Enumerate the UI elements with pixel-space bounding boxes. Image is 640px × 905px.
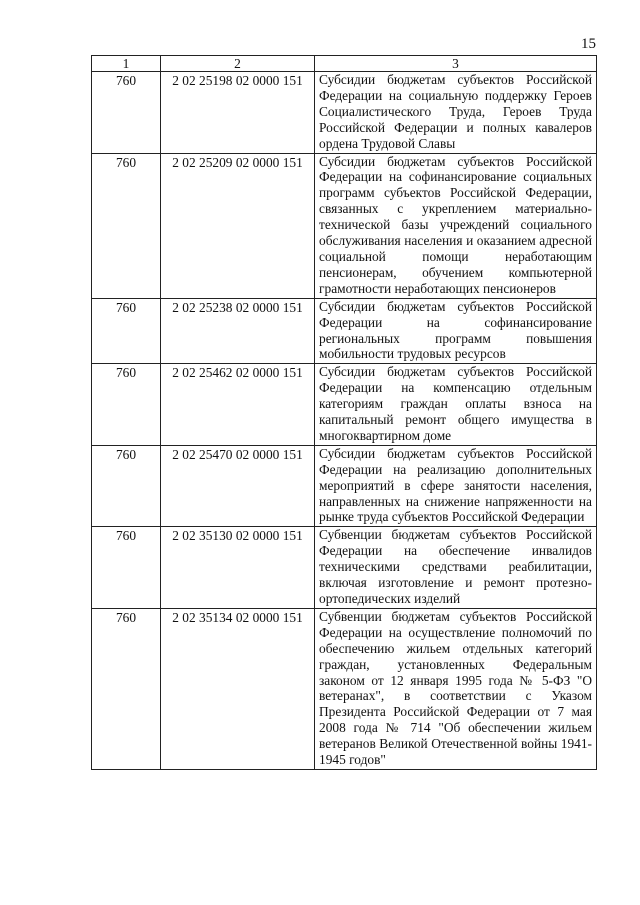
table-header-row [92,56,597,72]
page-number: 15 [581,36,596,52]
budget-code-cell: 2 02 25198 02 0000 151 [161,72,315,154]
table-row [92,298,597,364]
table-row [92,608,597,769]
admin-code-cell: 760 [92,298,161,364]
table-row [92,72,597,154]
revenue-name-cell: Субвенции бюджетам субъектов Российской Федерации на осуществление полномочий по обеспечению жильем отдельных категорий граждан, установленных Федеральным законом от 12 января 1995 года № 5-ФЗ "О ветеранах", в соответствии с Указом Президента Российской Федерации от 7 мая 2008 года № 714 "Об обеспечении жильем ветеранов Великой Отечественной войны 1941-1945 годов" [315,608,597,769]
revenue-name-cell: Субсидии бюджетам субъектов Российской Федерации на социальную поддержку Героев Социалистического Труда, Героев Труда Российской Федерации и полных кавалеров ордена Трудовой Славы [315,72,597,154]
revenue-name-cell: Субсидии бюджетам субъектов Российской Федерации на реализацию дополнительных мероприятий в сфере занятости населения, направленных на снижение напряженности на рынке труда субъектов Российской Федерации [315,445,597,527]
admin-code-cell: 760 [92,153,161,298]
budget-code-cell: 2 02 35130 02 0000 151 [161,527,315,609]
admin-code-cell: 760 [92,72,161,154]
budget-code-cell: 2 02 35134 02 0000 151 [161,608,315,769]
budget-code-cell: 2 02 25238 02 0000 151 [161,298,315,364]
admin-code-cell: 760 [92,364,161,446]
table-row [92,445,597,527]
revenue-name-cell: Субвенции бюджетам субъектов Российской Федерации на обеспечение инвалидов техническими средствами реабилитации, включая изготовление и ремонт протезно-ортопедических изделий [315,527,597,609]
column-header-1: 1 [92,56,161,72]
table-row [92,527,597,609]
revenue-name-cell: Субсидии бюджетам субъектов Российской Федерации на компенсацию отдельным категориям граждан оплаты взноса на капитальный ремонт общего имущества в многоквартирном доме [315,364,597,446]
budget-code-cell: 2 02 25470 02 0000 151 [161,445,315,527]
revenue-name-cell: Субсидии бюджетам субъектов Российской Федерации на софинансирование региональных программ повышения мобильности трудовых ресурсов [315,298,597,364]
budget-code-cell: 2 02 25462 02 0000 151 [161,364,315,446]
admin-code-cell: 760 [92,527,161,609]
budget-classification-table [91,55,597,770]
admin-code-cell: 760 [92,445,161,527]
revenue-name-cell: Субсидии бюджетам субъектов Российской Федерации на софинансирование социальных программ субъектов Российской Федерации, связанных с укреплением материально-технической базы учреждений социального обслуживания населения и оказанием адресной социальной помощи неработающим пенсионерам, обучением компьютерной грамотности неработающих пенсионеров [315,153,597,298]
table-row [92,364,597,446]
admin-code-cell: 760 [92,608,161,769]
column-header-2: 2 [161,56,315,72]
column-header-3: 3 [315,56,597,72]
budget-code-cell: 2 02 25209 02 0000 151 [161,153,315,298]
table-row [92,153,597,298]
